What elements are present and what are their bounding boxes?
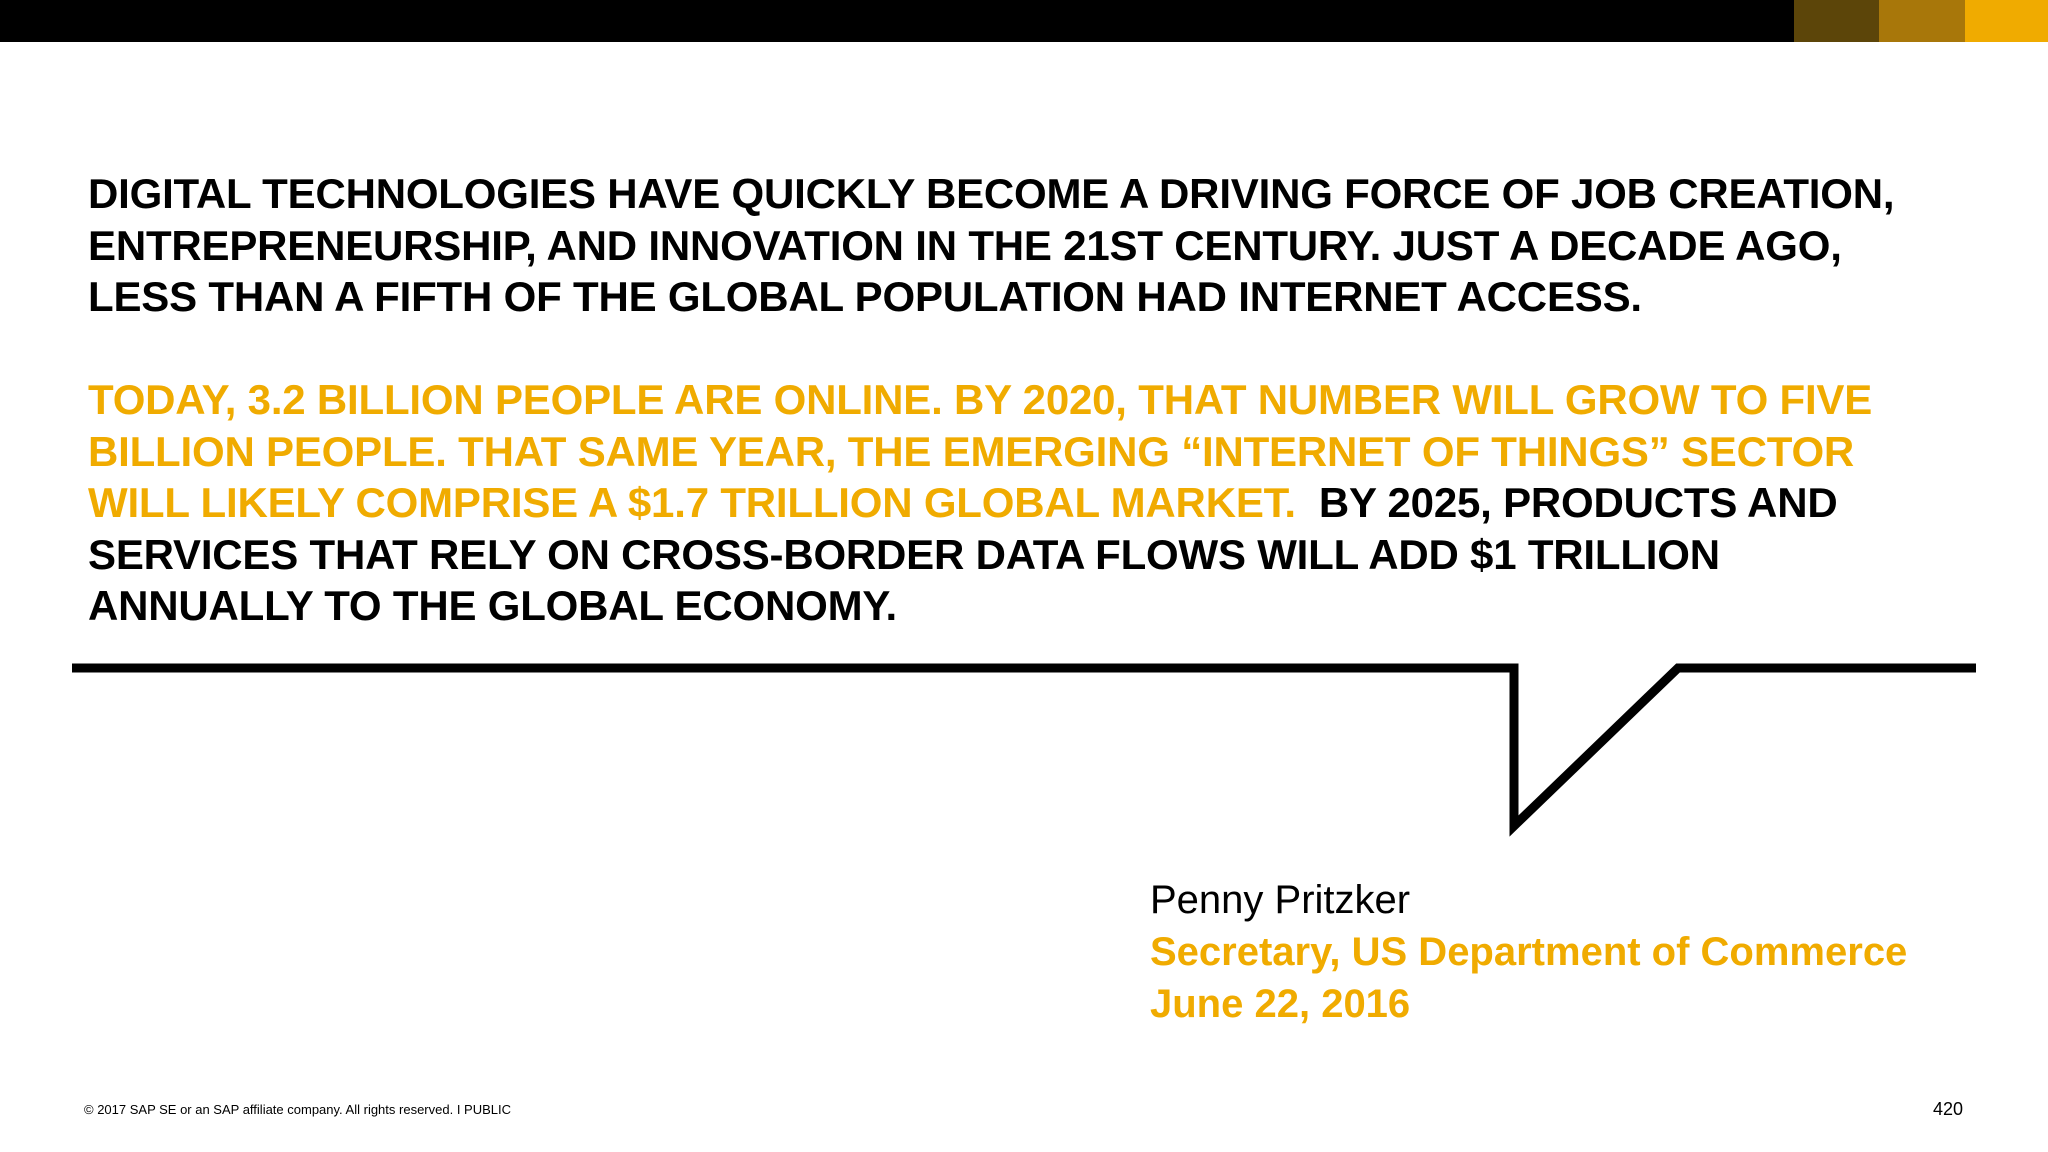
speaker-title: Secretary, US Department of Commerce: [1150, 930, 1908, 974]
quote-line: SERVICES THAT RELY ON CROSS-BORDER DATA FLOWS WILL ADD $1 TRILLION: [88, 530, 1720, 578]
quote-highlight-segment: WILL LIKELY COMPRISE A $1.7 TRILLION GLOBAL MARKET.: [88, 479, 1296, 526]
quote-line-highlight: TODAY, 3.2 BILLION PEOPLE ARE ONLINE. BY 2020, THAT NUMBER WILL GROW TO FIVE: [88, 376, 1873, 423]
quote-line: ENTREPRENEURSHIP, AND INNOVATION IN THE 21ST CENTURY. JUST A DECADE AGO,: [88, 221, 1842, 269]
quote-line: DIGITAL TECHNOLOGIES HAVE QUICKLY BECOME A DRIVING FORCE OF JOB CREATION,: [88, 170, 1895, 217]
quote-line: LESS THAN A FIFTH OF THE GLOBAL POPULATION HAD INTERNET ACCESS.: [88, 273, 1642, 320]
quote-line-highlight: BILLION PEOPLE. THAT SAME YEAR, THE EMERGING “INTERNET OF THINGS” SECTOR: [88, 427, 1855, 475]
quote-line: ANNUALLY TO THE GLOBAL ECONOMY.: [88, 582, 897, 629]
footer-copyright: © 2017 SAP SE or an SAP affiliate company. All rights reserved. I PUBLIC: [84, 1102, 512, 1117]
page-number: 420: [1932, 1099, 1963, 1119]
quote-plain-segment: BY 2025, PRODUCTS AND: [1295, 479, 1838, 526]
quote-attribution: [1150, 874, 1907, 1030]
quote-date: June 22, 2016: [1150, 982, 1411, 1026]
speaker-name: Penny Pritzker: [1150, 878, 1411, 922]
